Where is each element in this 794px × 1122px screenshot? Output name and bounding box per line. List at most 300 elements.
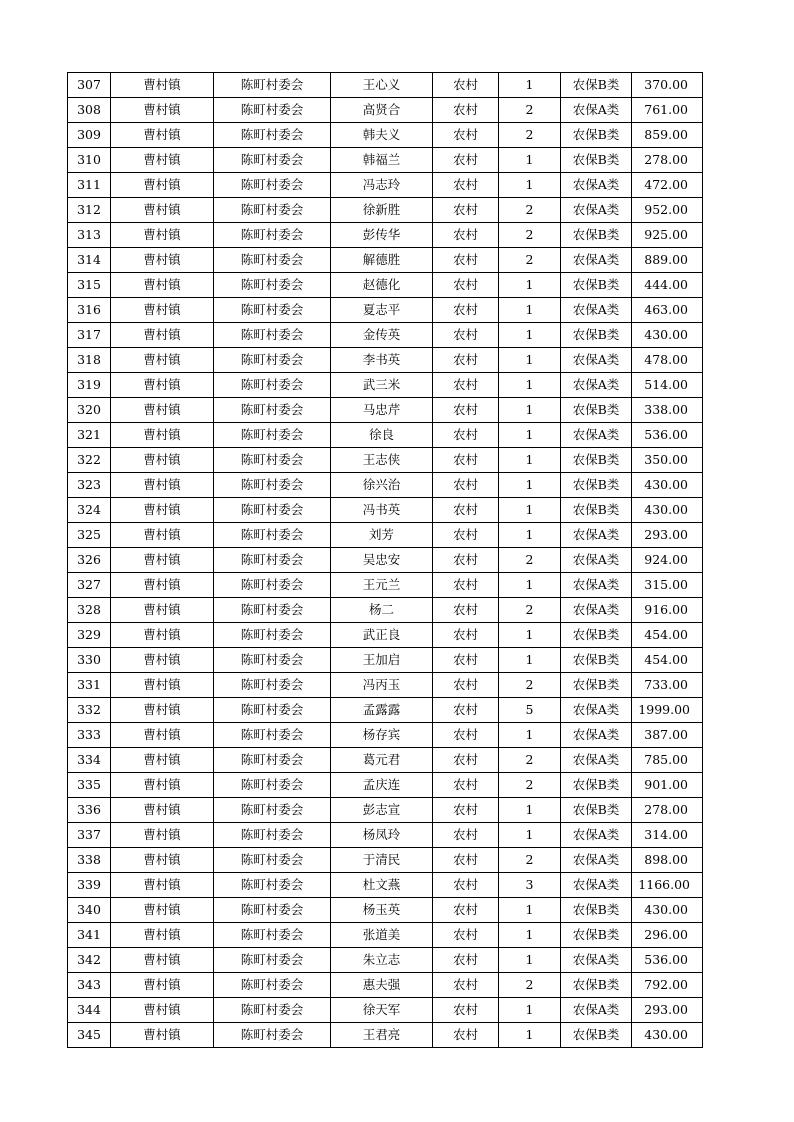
row-number-cell: 326 bbox=[68, 548, 111, 573]
insurance-category-cell: 农保B类 bbox=[561, 923, 632, 948]
table-row bbox=[68, 223, 703, 248]
amount-cell: 444.00 bbox=[632, 273, 703, 298]
table-row bbox=[68, 973, 703, 998]
person-name-cell: 韩福兰 bbox=[331, 148, 433, 173]
township-cell: 曹村镇 bbox=[111, 123, 214, 148]
table-row bbox=[68, 673, 703, 698]
village-committee-cell: 陈町村委会 bbox=[214, 148, 331, 173]
township-cell: 曹村镇 bbox=[111, 723, 214, 748]
row-number-cell: 313 bbox=[68, 223, 111, 248]
residence-type-cell: 农村 bbox=[433, 923, 499, 948]
township-cell: 曹村镇 bbox=[111, 1023, 214, 1048]
household-size-cell: 1 bbox=[499, 148, 561, 173]
row-number-cell: 327 bbox=[68, 573, 111, 598]
person-name-cell: 王志侠 bbox=[331, 448, 433, 473]
row-number-cell: 324 bbox=[68, 498, 111, 523]
table-row bbox=[68, 923, 703, 948]
household-size-cell: 1 bbox=[499, 998, 561, 1023]
insurance-category-cell: 农保A类 bbox=[561, 698, 632, 723]
residence-type-cell: 农村 bbox=[433, 423, 499, 448]
insurance-category-cell: 农保B类 bbox=[561, 623, 632, 648]
table-row bbox=[68, 348, 703, 373]
residence-type-cell: 农村 bbox=[433, 948, 499, 973]
insurance-category-cell: 农保A类 bbox=[561, 598, 632, 623]
amount-cell: 338.00 bbox=[632, 398, 703, 423]
insurance-category-cell: 农保A类 bbox=[561, 548, 632, 573]
township-cell: 曹村镇 bbox=[111, 573, 214, 598]
household-size-cell: 3 bbox=[499, 873, 561, 898]
insurance-category-cell: 农保B类 bbox=[561, 323, 632, 348]
household-size-cell: 2 bbox=[499, 223, 561, 248]
amount-cell: 463.00 bbox=[632, 298, 703, 323]
row-number-cell: 328 bbox=[68, 598, 111, 623]
amount-cell: 315.00 bbox=[632, 573, 703, 598]
household-size-cell: 1 bbox=[499, 898, 561, 923]
person-name-cell: 冯志玲 bbox=[331, 173, 433, 198]
amount-cell: 430.00 bbox=[632, 1023, 703, 1048]
village-committee-cell: 陈町村委会 bbox=[214, 973, 331, 998]
row-number-cell: 344 bbox=[68, 998, 111, 1023]
residence-type-cell: 农村 bbox=[433, 598, 499, 623]
residence-type-cell: 农村 bbox=[433, 323, 499, 348]
village-committee-cell: 陈町村委会 bbox=[214, 598, 331, 623]
township-cell: 曹村镇 bbox=[111, 173, 214, 198]
amount-cell: 293.00 bbox=[632, 998, 703, 1023]
residence-type-cell: 农村 bbox=[433, 148, 499, 173]
table-row bbox=[68, 198, 703, 223]
residence-type-cell: 农村 bbox=[433, 673, 499, 698]
village-committee-cell: 陈町村委会 bbox=[214, 648, 331, 673]
household-size-cell: 1 bbox=[499, 798, 561, 823]
person-name-cell: 王加启 bbox=[331, 648, 433, 673]
township-cell: 曹村镇 bbox=[111, 923, 214, 948]
table-row bbox=[68, 323, 703, 348]
household-size-cell: 2 bbox=[499, 198, 561, 223]
row-number-cell: 320 bbox=[68, 398, 111, 423]
table-row bbox=[68, 598, 703, 623]
village-committee-cell: 陈町村委会 bbox=[214, 448, 331, 473]
insurance-category-cell: 农保B类 bbox=[561, 498, 632, 523]
insurance-category-cell: 农保A类 bbox=[561, 573, 632, 598]
insurance-category-cell: 农保A类 bbox=[561, 173, 632, 198]
amount-cell: 889.00 bbox=[632, 248, 703, 273]
amount-cell: 278.00 bbox=[632, 148, 703, 173]
village-committee-cell: 陈町村委会 bbox=[214, 798, 331, 823]
village-committee-cell: 陈町村委会 bbox=[214, 173, 331, 198]
amount-cell: 536.00 bbox=[632, 423, 703, 448]
village-committee-cell: 陈町村委会 bbox=[214, 673, 331, 698]
household-size-cell: 2 bbox=[499, 748, 561, 773]
residence-type-cell: 农村 bbox=[433, 198, 499, 223]
township-cell: 曹村镇 bbox=[111, 523, 214, 548]
village-committee-cell: 陈町村委会 bbox=[214, 373, 331, 398]
township-cell: 曹村镇 bbox=[111, 298, 214, 323]
insurance-category-cell: 农保A类 bbox=[561, 748, 632, 773]
row-number-cell: 325 bbox=[68, 523, 111, 548]
amount-cell: 430.00 bbox=[632, 323, 703, 348]
township-cell: 曹村镇 bbox=[111, 773, 214, 798]
table-row bbox=[68, 423, 703, 448]
table-row bbox=[68, 798, 703, 823]
household-size-cell: 1 bbox=[499, 523, 561, 548]
row-number-cell: 318 bbox=[68, 348, 111, 373]
row-number-cell: 332 bbox=[68, 698, 111, 723]
household-size-cell: 1 bbox=[499, 823, 561, 848]
village-committee-cell: 陈町村委会 bbox=[214, 98, 331, 123]
roster-body bbox=[68, 73, 703, 1048]
township-cell: 曹村镇 bbox=[111, 598, 214, 623]
household-size-cell: 2 bbox=[499, 673, 561, 698]
table-row bbox=[68, 148, 703, 173]
household-size-cell: 2 bbox=[499, 598, 561, 623]
insurance-category-cell: 农保B类 bbox=[561, 673, 632, 698]
township-cell: 曹村镇 bbox=[111, 498, 214, 523]
household-size-cell: 2 bbox=[499, 123, 561, 148]
row-number-cell: 336 bbox=[68, 798, 111, 823]
amount-cell: 761.00 bbox=[632, 98, 703, 123]
amount-cell: 430.00 bbox=[632, 898, 703, 923]
household-size-cell: 2 bbox=[499, 548, 561, 573]
row-number-cell: 333 bbox=[68, 723, 111, 748]
insurance-category-cell: 农保A类 bbox=[561, 873, 632, 898]
village-committee-cell: 陈町村委会 bbox=[214, 398, 331, 423]
table-row bbox=[68, 698, 703, 723]
table-row bbox=[68, 398, 703, 423]
household-size-cell: 1 bbox=[499, 448, 561, 473]
row-number-cell: 319 bbox=[68, 373, 111, 398]
insurance-category-cell: 农保B类 bbox=[561, 148, 632, 173]
amount-cell: 901.00 bbox=[632, 773, 703, 798]
person-name-cell: 彭志宣 bbox=[331, 798, 433, 823]
village-committee-cell: 陈町村委会 bbox=[214, 123, 331, 148]
amount-cell: 454.00 bbox=[632, 623, 703, 648]
table-row bbox=[68, 98, 703, 123]
amount-cell: 387.00 bbox=[632, 723, 703, 748]
household-size-cell: 1 bbox=[499, 373, 561, 398]
village-committee-cell: 陈町村委会 bbox=[214, 498, 331, 523]
village-committee-cell: 陈町村委会 bbox=[214, 573, 331, 598]
table-row bbox=[68, 73, 703, 98]
township-cell: 曹村镇 bbox=[111, 323, 214, 348]
insurance-category-cell: 农保B类 bbox=[561, 398, 632, 423]
person-name-cell: 徐新胜 bbox=[331, 198, 433, 223]
residence-type-cell: 农村 bbox=[433, 773, 499, 798]
township-cell: 曹村镇 bbox=[111, 148, 214, 173]
row-number-cell: 343 bbox=[68, 973, 111, 998]
table-row bbox=[68, 298, 703, 323]
amount-cell: 454.00 bbox=[632, 648, 703, 673]
insurance-category-cell: 农保B类 bbox=[561, 1023, 632, 1048]
township-cell: 曹村镇 bbox=[111, 98, 214, 123]
insurance-category-cell: 农保A类 bbox=[561, 198, 632, 223]
residence-type-cell: 农村 bbox=[433, 398, 499, 423]
amount-cell: 370.00 bbox=[632, 73, 703, 98]
insurance-category-cell: 农保A类 bbox=[561, 848, 632, 873]
insurance-category-cell: 农保A类 bbox=[561, 723, 632, 748]
household-size-cell: 1 bbox=[499, 648, 561, 673]
table-row bbox=[68, 498, 703, 523]
township-cell: 曹村镇 bbox=[111, 748, 214, 773]
household-size-cell: 2 bbox=[499, 773, 561, 798]
row-number-cell: 309 bbox=[68, 123, 111, 148]
village-committee-cell: 陈町村委会 bbox=[214, 298, 331, 323]
person-name-cell: 马忠芹 bbox=[331, 398, 433, 423]
household-size-cell: 1 bbox=[499, 423, 561, 448]
table-row bbox=[68, 448, 703, 473]
amount-cell: 916.00 bbox=[632, 598, 703, 623]
insurance-category-cell: 农保A类 bbox=[561, 423, 632, 448]
person-name-cell: 徐良 bbox=[331, 423, 433, 448]
row-number-cell: 308 bbox=[68, 98, 111, 123]
insurance-category-cell: 农保A类 bbox=[561, 823, 632, 848]
person-name-cell: 于清民 bbox=[331, 848, 433, 873]
insurance-category-cell: 农保B类 bbox=[561, 123, 632, 148]
township-cell: 曹村镇 bbox=[111, 948, 214, 973]
person-name-cell: 杨存宾 bbox=[331, 723, 433, 748]
insurance-category-cell: 农保A类 bbox=[561, 348, 632, 373]
amount-cell: 350.00 bbox=[632, 448, 703, 473]
village-committee-cell: 陈町村委会 bbox=[214, 848, 331, 873]
residence-type-cell: 农村 bbox=[433, 798, 499, 823]
village-committee-cell: 陈町村委会 bbox=[214, 248, 331, 273]
township-cell: 曹村镇 bbox=[111, 648, 214, 673]
household-size-cell: 1 bbox=[499, 348, 561, 373]
row-number-cell: 341 bbox=[68, 923, 111, 948]
person-name-cell: 刘芳 bbox=[331, 523, 433, 548]
household-size-cell: 1 bbox=[499, 323, 561, 348]
township-cell: 曹村镇 bbox=[111, 848, 214, 873]
table-row bbox=[68, 898, 703, 923]
person-name-cell: 冯书英 bbox=[331, 498, 433, 523]
insurance-category-cell: 农保A类 bbox=[561, 948, 632, 973]
table-row bbox=[68, 773, 703, 798]
insurance-category-cell: 农保A类 bbox=[561, 998, 632, 1023]
table-row bbox=[68, 473, 703, 498]
township-cell: 曹村镇 bbox=[111, 373, 214, 398]
township-cell: 曹村镇 bbox=[111, 548, 214, 573]
residence-type-cell: 农村 bbox=[433, 123, 499, 148]
village-committee-cell: 陈町村委会 bbox=[214, 773, 331, 798]
village-committee-cell: 陈町村委会 bbox=[214, 223, 331, 248]
row-number-cell: 321 bbox=[68, 423, 111, 448]
residence-type-cell: 农村 bbox=[433, 898, 499, 923]
person-name-cell: 武正良 bbox=[331, 623, 433, 648]
person-name-cell: 彭传华 bbox=[331, 223, 433, 248]
amount-cell: 1166.00 bbox=[632, 873, 703, 898]
table-row bbox=[68, 823, 703, 848]
row-number-cell: 337 bbox=[68, 823, 111, 848]
person-name-cell: 朱立志 bbox=[331, 948, 433, 973]
household-size-cell: 1 bbox=[499, 923, 561, 948]
row-number-cell: 311 bbox=[68, 173, 111, 198]
row-number-cell: 314 bbox=[68, 248, 111, 273]
insurance-category-cell: 农保A类 bbox=[561, 373, 632, 398]
household-size-cell: 1 bbox=[499, 723, 561, 748]
residence-type-cell: 农村 bbox=[433, 448, 499, 473]
township-cell: 曹村镇 bbox=[111, 448, 214, 473]
person-name-cell: 杜文燕 bbox=[331, 873, 433, 898]
table-row bbox=[68, 548, 703, 573]
insurance-category-cell: 农保B类 bbox=[561, 223, 632, 248]
township-cell: 曹村镇 bbox=[111, 873, 214, 898]
township-cell: 曹村镇 bbox=[111, 973, 214, 998]
amount-cell: 733.00 bbox=[632, 673, 703, 698]
residence-type-cell: 农村 bbox=[433, 1023, 499, 1048]
row-number-cell: 331 bbox=[68, 673, 111, 698]
row-number-cell: 307 bbox=[68, 73, 111, 98]
table-row bbox=[68, 123, 703, 148]
residence-type-cell: 农村 bbox=[433, 573, 499, 598]
household-size-cell: 1 bbox=[499, 948, 561, 973]
table-row bbox=[68, 248, 703, 273]
person-name-cell: 韩夫义 bbox=[331, 123, 433, 148]
roster-table bbox=[67, 72, 703, 1048]
insurance-category-cell: 农保B类 bbox=[561, 273, 632, 298]
person-name-cell: 王元兰 bbox=[331, 573, 433, 598]
household-size-cell: 1 bbox=[499, 1023, 561, 1048]
insurance-category-cell: 农保A类 bbox=[561, 98, 632, 123]
row-number-cell: 330 bbox=[68, 648, 111, 673]
amount-cell: 278.00 bbox=[632, 798, 703, 823]
residence-type-cell: 农村 bbox=[433, 348, 499, 373]
township-cell: 曹村镇 bbox=[111, 398, 214, 423]
township-cell: 曹村镇 bbox=[111, 898, 214, 923]
row-number-cell: 340 bbox=[68, 898, 111, 923]
person-name-cell: 杨玉英 bbox=[331, 898, 433, 923]
village-committee-cell: 陈町村委会 bbox=[214, 548, 331, 573]
person-name-cell: 王君亮 bbox=[331, 1023, 433, 1048]
residence-type-cell: 农村 bbox=[433, 273, 499, 298]
person-name-cell: 孟露露 bbox=[331, 698, 433, 723]
village-committee-cell: 陈町村委会 bbox=[214, 323, 331, 348]
person-name-cell: 李书英 bbox=[331, 348, 433, 373]
township-cell: 曹村镇 bbox=[111, 248, 214, 273]
residence-type-cell: 农村 bbox=[433, 498, 499, 523]
table-row bbox=[68, 173, 703, 198]
amount-cell: 898.00 bbox=[632, 848, 703, 873]
residence-type-cell: 农村 bbox=[433, 873, 499, 898]
row-number-cell: 310 bbox=[68, 148, 111, 173]
residence-type-cell: 农村 bbox=[433, 723, 499, 748]
insurance-category-cell: 农保B类 bbox=[561, 648, 632, 673]
residence-type-cell: 农村 bbox=[433, 848, 499, 873]
amount-cell: 924.00 bbox=[632, 548, 703, 573]
amount-cell: 536.00 bbox=[632, 948, 703, 973]
village-committee-cell: 陈町村委会 bbox=[214, 948, 331, 973]
table-row bbox=[68, 623, 703, 648]
insurance-category-cell: 农保A类 bbox=[561, 248, 632, 273]
village-committee-cell: 陈町村委会 bbox=[214, 73, 331, 98]
row-number-cell: 315 bbox=[68, 273, 111, 298]
village-committee-cell: 陈町村委会 bbox=[214, 923, 331, 948]
village-committee-cell: 陈町村委会 bbox=[214, 348, 331, 373]
table-row bbox=[68, 648, 703, 673]
township-cell: 曹村镇 bbox=[111, 473, 214, 498]
person-name-cell: 冯丙玉 bbox=[331, 673, 433, 698]
residence-type-cell: 农村 bbox=[433, 823, 499, 848]
amount-cell: 1999.00 bbox=[632, 698, 703, 723]
amount-cell: 472.00 bbox=[632, 173, 703, 198]
township-cell: 曹村镇 bbox=[111, 423, 214, 448]
township-cell: 曹村镇 bbox=[111, 198, 214, 223]
household-size-cell: 1 bbox=[499, 73, 561, 98]
township-cell: 曹村镇 bbox=[111, 698, 214, 723]
household-size-cell: 2 bbox=[499, 973, 561, 998]
table-row bbox=[68, 1023, 703, 1048]
residence-type-cell: 农村 bbox=[433, 373, 499, 398]
township-cell: 曹村镇 bbox=[111, 348, 214, 373]
village-committee-cell: 陈町村委会 bbox=[214, 748, 331, 773]
amount-cell: 514.00 bbox=[632, 373, 703, 398]
person-name-cell: 武三米 bbox=[331, 373, 433, 398]
township-cell: 曹村镇 bbox=[111, 623, 214, 648]
village-committee-cell: 陈町村委会 bbox=[214, 823, 331, 848]
residence-type-cell: 农村 bbox=[433, 648, 499, 673]
township-cell: 曹村镇 bbox=[111, 673, 214, 698]
village-committee-cell: 陈町村委会 bbox=[214, 723, 331, 748]
township-cell: 曹村镇 bbox=[111, 273, 214, 298]
person-name-cell: 金传英 bbox=[331, 323, 433, 348]
household-size-cell: 1 bbox=[499, 273, 561, 298]
amount-cell: 478.00 bbox=[632, 348, 703, 373]
row-number-cell: 345 bbox=[68, 1023, 111, 1048]
person-name-cell: 王心义 bbox=[331, 73, 433, 98]
residence-type-cell: 农村 bbox=[433, 73, 499, 98]
row-number-cell: 338 bbox=[68, 848, 111, 873]
amount-cell: 430.00 bbox=[632, 473, 703, 498]
person-name-cell: 吴忠安 bbox=[331, 548, 433, 573]
row-number-cell: 334 bbox=[68, 748, 111, 773]
row-number-cell: 339 bbox=[68, 873, 111, 898]
township-cell: 曹村镇 bbox=[111, 798, 214, 823]
insurance-category-cell: 农保B类 bbox=[561, 773, 632, 798]
residence-type-cell: 农村 bbox=[433, 973, 499, 998]
row-number-cell: 312 bbox=[68, 198, 111, 223]
household-size-cell: 1 bbox=[499, 473, 561, 498]
residence-type-cell: 农村 bbox=[433, 298, 499, 323]
table-row bbox=[68, 373, 703, 398]
village-committee-cell: 陈町村委会 bbox=[214, 623, 331, 648]
insurance-category-cell: 农保B类 bbox=[561, 448, 632, 473]
row-number-cell: 342 bbox=[68, 948, 111, 973]
household-size-cell: 1 bbox=[499, 573, 561, 598]
residence-type-cell: 农村 bbox=[433, 548, 499, 573]
table-row bbox=[68, 573, 703, 598]
amount-cell: 952.00 bbox=[632, 198, 703, 223]
township-cell: 曹村镇 bbox=[111, 223, 214, 248]
household-size-cell: 2 bbox=[499, 98, 561, 123]
household-size-cell: 1 bbox=[499, 623, 561, 648]
row-number-cell: 329 bbox=[68, 623, 111, 648]
table-row bbox=[68, 523, 703, 548]
person-name-cell: 徐天军 bbox=[331, 998, 433, 1023]
household-size-cell: 1 bbox=[499, 173, 561, 198]
household-size-cell: 2 bbox=[499, 248, 561, 273]
township-cell: 曹村镇 bbox=[111, 998, 214, 1023]
insurance-category-cell: 农保B类 bbox=[561, 973, 632, 998]
amount-cell: 314.00 bbox=[632, 823, 703, 848]
village-committee-cell: 陈町村委会 bbox=[214, 273, 331, 298]
person-name-cell: 杨二 bbox=[331, 598, 433, 623]
village-committee-cell: 陈町村委会 bbox=[214, 873, 331, 898]
amount-cell: 859.00 bbox=[632, 123, 703, 148]
person-name-cell: 杨凤玲 bbox=[331, 823, 433, 848]
residence-type-cell: 农村 bbox=[433, 173, 499, 198]
row-number-cell: 322 bbox=[68, 448, 111, 473]
table-row bbox=[68, 748, 703, 773]
residence-type-cell: 农村 bbox=[433, 998, 499, 1023]
insurance-category-cell: 农保B类 bbox=[561, 473, 632, 498]
